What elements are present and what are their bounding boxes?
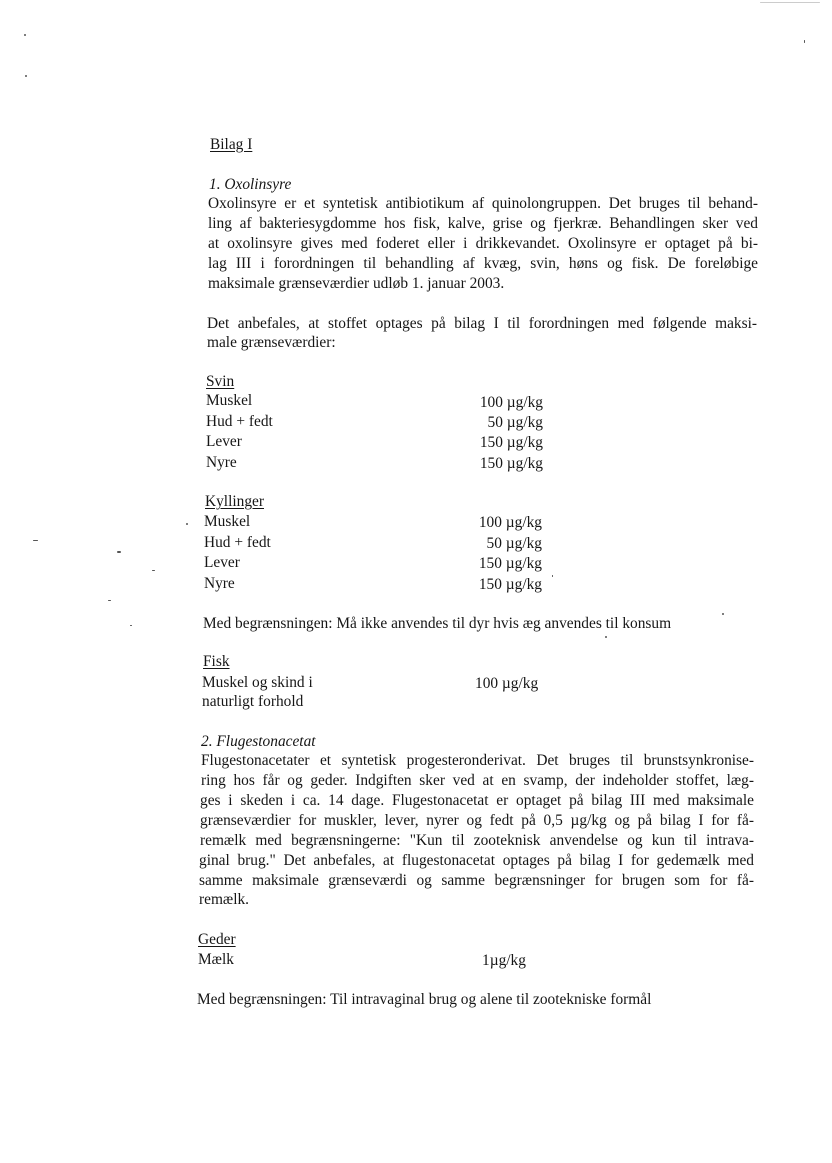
limit-value: 150 µg/kg (479, 455, 543, 472)
limit-value: 1µg/kg (482, 952, 526, 969)
text-line: samme maksimale grænseværdi og samme begrænsninger for brugen som for få- (199, 872, 754, 889)
limit-value: 50 µg/kg (487, 414, 543, 431)
text-line: at oxolinsyre gives med foderet eller i drikkevandet. Oxolinsyre er optaget på bi- (208, 235, 758, 252)
scan-speck (33, 540, 38, 541)
scan-speck (605, 636, 607, 638)
geder-restriction: Med begrænsningen: Til intravaginal brug og alene til zootekniske formål (197, 991, 652, 1008)
scan-speck (552, 575, 553, 577)
tissue-label: Muskel (206, 392, 253, 409)
scan-speck (25, 75, 27, 77)
text-line: ring hos får og geder. Indgiften sker ved at en svamp, der indeholder stoffet, læg- (201, 772, 754, 789)
scan-edge (760, 2, 820, 3)
limit-value: 100 µg/kg (475, 675, 539, 692)
text-line: remælk med begrænsningerne: "Kun til zooteknisk anvendelse og kun til intrava- (200, 832, 754, 849)
text-line: ling af bakteriesygdomme hos fisk, kalve, grise og fjerkræ. Behandlingen sker ved (208, 215, 758, 232)
scan-speck (152, 570, 155, 571)
text-line: Flugestonacetater et syntetisk progesteronderivat. Det bruges til brunstsynkronise- (201, 752, 754, 769)
scan-speck (117, 551, 121, 553)
tissue-label: Muskel og skind i (202, 674, 313, 691)
tissue-label: naturligt forhold (202, 693, 304, 710)
limit-value: 150 µg/kg (479, 434, 543, 451)
text-line: grænseværdier for muskler, lever, nyrer og fedt på 0,5 µg/kg og på bilag I for få- (200, 812, 754, 829)
text-line: ges i skeden i ca. 14 dage. Flugestonacetat er optaget på bilag III med maksimale (200, 792, 754, 809)
text-line: remælk. (199, 891, 250, 908)
limit-value: 100 µg/kg (478, 514, 542, 531)
tissue-label: Hud + fedt (206, 413, 273, 430)
limit-value: 150 µg/kg (478, 576, 542, 593)
scan-speck (130, 625, 132, 626)
tissue-label: Nyre (206, 454, 237, 471)
kyllinger-heading: Kyllinger (205, 493, 264, 510)
text-line: Oxolinsyre er et syntetisk antibiotikum af quinolongruppen. Det bruges til behand- (208, 195, 758, 212)
text-line: maksimale grænseværdier udløb 1. januar 2003. (208, 275, 505, 292)
svin-heading: Svin (206, 373, 235, 390)
text-line: male grænseværdier: (207, 334, 336, 351)
text-line: ginal brug." Det anbefales, at flugestonacetat optages på bilag I for gedemælk med (199, 852, 754, 869)
section-2-title: 2. Flugestonacetat (201, 733, 316, 750)
tissue-label: Muskel (204, 513, 251, 530)
scan-speck (804, 40, 805, 43)
tissue-label: Nyre (204, 575, 235, 592)
scan-speck (108, 600, 111, 601)
kyllinger-restriction: Med begrænsningen: Må ikke anvendes til dyr hvis æg anvendes til konsum (203, 615, 672, 632)
section-1-title: 1. Oxolinsyre (209, 176, 292, 193)
limit-value: 150 µg/kg (478, 555, 542, 572)
appendix-heading: Bilag I (210, 136, 253, 153)
geder-heading: Geder (198, 931, 236, 948)
tissue-label: Hud + fedt (204, 534, 271, 551)
text-line: lag III i forordningen til behandling af kvæg, svin, høns og fisk. De foreløbige (208, 255, 758, 272)
tissue-label: Lever (204, 554, 240, 571)
scan-speck (722, 613, 724, 615)
fisk-heading: Fisk (203, 653, 230, 670)
tissue-label: Mælk (198, 951, 234, 968)
limit-value: 50 µg/kg (486, 535, 542, 552)
scan-speck (24, 34, 26, 36)
tissue-label: Lever (206, 433, 242, 450)
scan-speck (186, 523, 188, 525)
limit-value: 100 µg/kg (479, 394, 543, 411)
text-line: Det anbefales, at stoffet optages på bilag I til forordningen med følgende maksi- (207, 315, 757, 332)
